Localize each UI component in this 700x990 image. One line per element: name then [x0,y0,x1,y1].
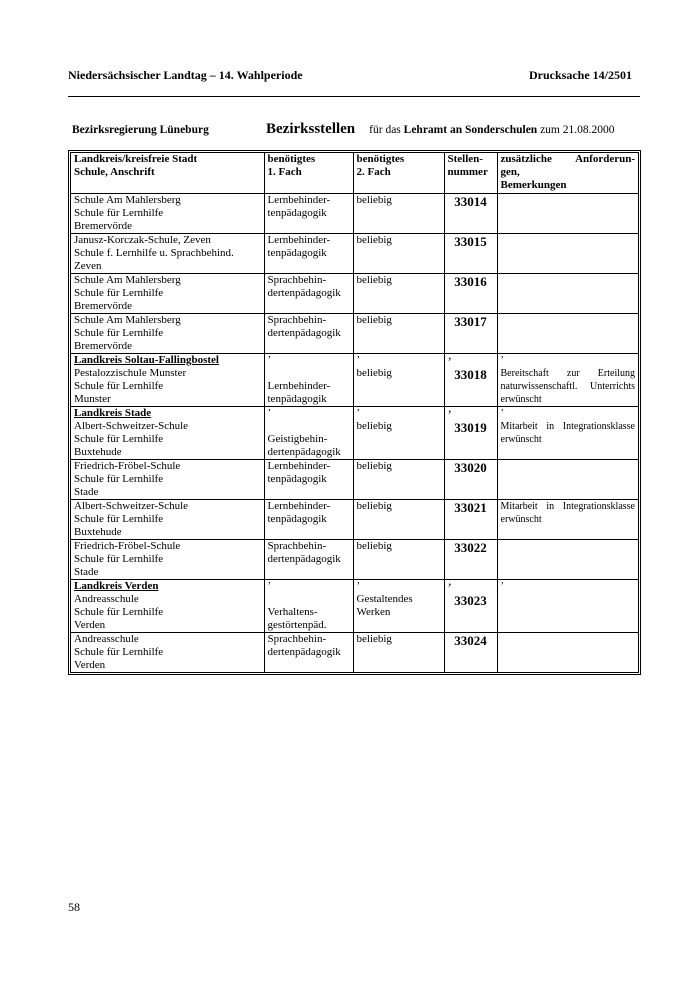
table-row [71,500,638,540]
school-cell: Landkreis Stade Albert-Schweitzer-Schule Schule für Lernhilfe Buxtehude [71,407,264,460]
table-row [71,274,638,314]
col-fach1-header: benötigtes 1. Fach [264,153,353,194]
fach1-cell: Lernbehinder- tenpädagogik [264,460,353,500]
requirements-cell: ʼ [497,580,638,633]
fach2-cell: beliebig [353,500,444,540]
fach1-cell: ʼ Lernbehinder- tenpädagogik [264,354,353,407]
school-cell: Schule Am Mahlersberg Schule für Lernhilfe Bremervörde [71,274,264,314]
school-cell: Schule Am Mahlersberg Schule für Lernhilfe Bremervörde [71,194,264,234]
table-row [71,234,638,274]
number-cell: ʼ 33018 [444,354,497,407]
table-row [71,460,638,500]
fach2-cell: ʼ Gestaltendes Werken [353,580,444,633]
school-cell: Albert-Schweitzer-Schule Schule für Lernhilfe Buxtehude [71,500,264,540]
fach2-cell: ʼ beliebig [353,354,444,407]
document-title [72,121,642,138]
page-header [68,68,632,83]
requirements-cell [497,274,638,314]
number-cell: 33022 [444,540,497,580]
col-school-header: Landkreis/kreisfreie Stadt Schule, Anschrift [71,153,264,194]
fach1-cell: Lernbehinder- tenpädagogik [264,194,353,234]
table-row [71,580,638,633]
header-right: Drucksache 14/2501 [529,68,632,82]
fach1-cell: Lernbehinder- tenpädagogik [264,234,353,274]
requirements-cell [497,314,638,354]
school-cell: Friedrich-Fröbel-Schule Schule für Lernhilfe Stade [71,460,264,500]
vacancy-table-frame [68,150,641,675]
fach1-cell: Sprachbehin- dertenpädagogik [264,633,353,673]
fach1-cell: ʼ Geistigbehin- dertenpädagogik [264,407,353,460]
school-cell: Schule Am Mahlersberg Schule für Lernhilfe Bremervörde [71,314,264,354]
school-cell: Andreasschule Schule für Lernhilfe Verden [71,633,264,673]
table-row [71,194,638,234]
fach2-cell: beliebig [353,540,444,580]
page-number: 58 [68,900,80,914]
requirements-cell [497,194,638,234]
header-rule [68,96,640,97]
table-row [71,354,638,407]
fach2-cell: beliebig [353,234,444,274]
fach1-cell: Sprachbehin- dertenpädagogik [264,540,353,580]
number-cell: 33020 [444,460,497,500]
number-cell: 33017 [444,314,497,354]
number-cell: 33021 [444,500,497,540]
fach2-cell: beliebig [353,194,444,234]
number-cell: 33024 [444,633,497,673]
number-cell: ʼ 33023 [444,580,497,633]
table-row [71,540,638,580]
header-left: Niedersächsischer Landtag – 14. Wahlperiode [68,68,303,82]
requirements-cell [497,460,638,500]
fach2-cell: beliebig [353,633,444,673]
school-cell: Janusz-Korczak-Schule, Zeven Schule f. Lernhilfe u. Sprachbehind. Zeven [71,234,264,274]
requirements-cell: ʼ Bereitschaft zur Erteilung naturwissenschaftl. Unterrichts erwünscht [497,354,638,407]
school-cell: Friedrich-Fröbel-Schule Schule für Lernhilfe Stade [71,540,264,580]
fach1-cell: Lernbehinder- tenpädagogik [264,500,353,540]
col-fach2-header: benötigtes 2. Fach [353,153,444,194]
number-cell: 33015 [444,234,497,274]
authority-name: Bezirksregierung Lüneburg [72,124,209,136]
fach1-cell: Sprachbehin- dertenpädagogik [264,274,353,314]
col-requirements-header: zusätzliche Anforderun- gen, Bemerkungen [497,153,638,194]
table-header-row [71,153,638,194]
title-main: Bezirksstellen [266,121,356,137]
number-cell: 33014 [444,194,497,234]
table-row [71,407,638,460]
vacancy-table [71,153,638,672]
number-cell: 33016 [444,274,497,314]
fach1-cell: Sprachbehin- dertenpädagogik [264,314,353,354]
fach2-cell: beliebig [353,274,444,314]
table-row [71,633,638,673]
fach2-cell: beliebig [353,460,444,500]
school-cell: Landkreis Verden Andreasschule Schule für Lernhilfe Verden [71,580,264,633]
fach2-cell: ʼ beliebig [353,407,444,460]
table-row [71,314,638,354]
fach1-cell: ʼ Verhaltens- gestörtenpäd. [264,580,353,633]
col-number-header: Stellen- nummer [444,153,497,194]
requirements-cell [497,540,638,580]
requirements-cell: Mitarbeit in Integrationsklasse erwünscht [497,500,638,540]
fach2-cell: beliebig [353,314,444,354]
school-cell: Landkreis Soltau-Fallingbostel Pestalozzischule Munster Schule für Lernhilfe Munster [71,354,264,407]
requirements-cell: ʼ Mitarbeit in Integrationsklasse erwünscht [497,407,638,460]
title-subtitle: für das Lehramt an Sonderschulen zum 21.08.2000 [369,124,615,136]
number-cell: ʼ 33019 [444,407,497,460]
requirements-cell [497,234,638,274]
requirements-cell [497,633,638,673]
